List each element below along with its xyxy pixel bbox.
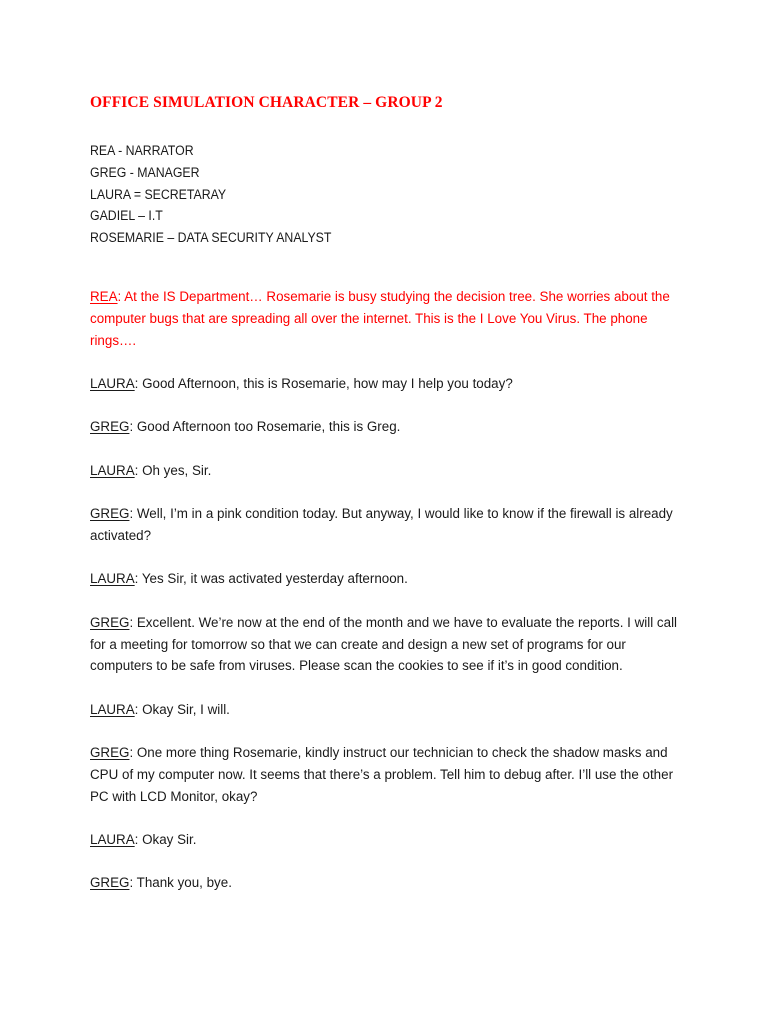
dialogue-text: : Okay Sir. <box>134 832 197 848</box>
dialogue-text: : Good Afternoon too Rosemarie, this is Greg. <box>129 419 401 435</box>
dialogue-line <box>90 872 682 894</box>
speaker-name: LAURA <box>90 375 135 391</box>
dialogue-line-narration <box>90 286 682 351</box>
dialogue-line <box>90 416 682 438</box>
dialogue-text: : Thank you, bye. <box>129 875 232 891</box>
dialogue-text: : Excellent. We’re now at the end of the month and we have to evaluate the reports. I will call for a meeting for tomorrow so that we can create and design a new set of programs for our computers to be safe from viruses. Please scan the cookies to see if it’s in good condition. <box>90 614 678 674</box>
document-title: OFFICE SIMULATION CHARACTER – GROUP 2 <box>90 94 443 111</box>
speaker-name: GREG <box>90 614 130 630</box>
speaker-name: GREG <box>90 745 130 761</box>
cast-entry: REA - NARRATOR <box>90 143 194 158</box>
cast-entry: ROSEMARIE – DATA SECURITY ANALYST <box>90 230 332 246</box>
dialogue-line <box>90 612 682 677</box>
dialogue-text: : Okay Sir, I will. <box>134 701 230 717</box>
speaker-name: LAURA <box>90 462 135 478</box>
speaker-name: LAURA <box>90 701 135 717</box>
dialogue-text: : At the IS Department… Rosemarie is busy studying the decision tree. She worries about the computer bugs that are spreading all over the internet. This is the I Love You Virus. The phone rings…. <box>90 289 670 348</box>
speaker-name: REA <box>90 289 118 304</box>
dialogue-line <box>90 503 682 547</box>
speaker-name: GREG <box>90 506 130 522</box>
dialogue-line <box>90 568 682 590</box>
dialogue-text: : Good Afternoon, this is Rosemarie, how may I help you today? <box>134 375 513 391</box>
cast-list <box>90 140 331 249</box>
speaker-name: GREG <box>90 875 130 891</box>
dialogue-script <box>90 286 682 916</box>
dialogue-line <box>90 699 682 721</box>
speaker-name: LAURA <box>90 832 135 848</box>
cast-entry: GADIEL – I.T <box>90 208 163 224</box>
cast-entry: GREG - MANAGER <box>90 164 200 180</box>
dialogue-text: : One more thing Rosemarie, kindly instruct our technician to check the shadow masks and CPU of my computer now. It seems that there’s a problem. Tell him to debug after. I’ll use the other PC with LCD Monitor, okay? <box>90 745 674 804</box>
dialogue-line <box>90 742 682 807</box>
dialogue-text: : Yes Sir, it was activated yesterday afternoon. <box>134 571 408 587</box>
dialogue-line <box>90 373 682 395</box>
speaker-name: GREG <box>90 419 130 435</box>
speaker-name: LAURA <box>90 571 135 587</box>
dialogue-text: : Oh yes, Sir. <box>134 462 212 478</box>
dialogue-line <box>90 460 682 482</box>
cast-entry: LAURA = SECRETARAY <box>90 186 227 202</box>
dialogue-line <box>90 829 682 851</box>
dialogue-text: : Well, I’m in a pink condition today. But anyway, I would like to know if the firewall is already activated? <box>90 506 673 543</box>
